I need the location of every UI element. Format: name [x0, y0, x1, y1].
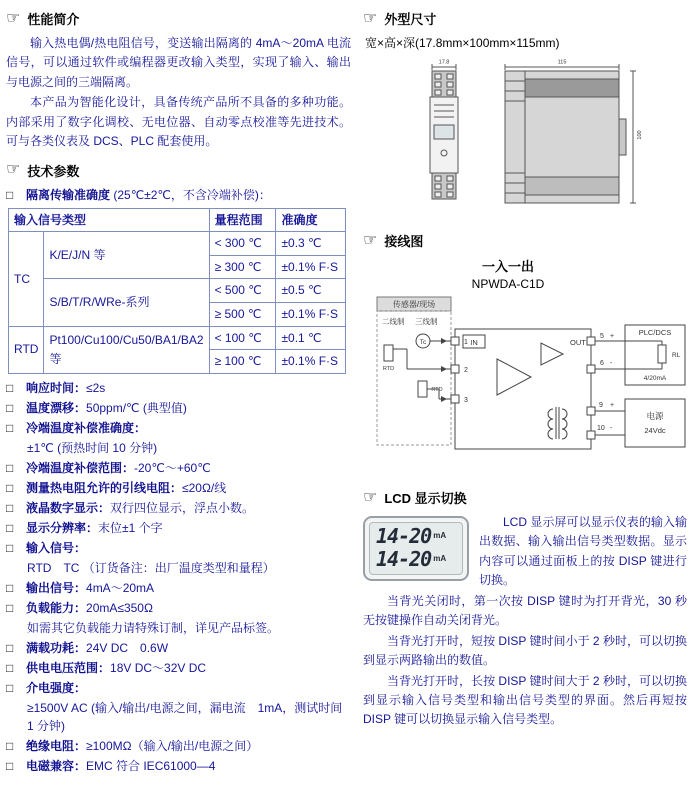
spec-item	[6, 599, 351, 617]
dimensions-title: 外型尺寸	[384, 12, 437, 27]
lcd-row-1	[376, 525, 456, 548]
terminal-6-label: 6	[600, 360, 604, 367]
spec-item	[6, 757, 351, 775]
table-header-input-type: 输入信号类型	[9, 208, 210, 232]
spec-label: 温度漂移：	[26, 400, 87, 415]
spec-label: 冷端温度补偿准确度：	[26, 420, 147, 435]
terminal-5-label: 5	[600, 333, 604, 340]
front-width-dim-label: 17.8	[438, 59, 450, 66]
lcd-screen	[369, 522, 463, 575]
plus-sign: +	[610, 402, 615, 409]
pointing-hand-icon: ☞	[363, 488, 378, 506]
checkbox-icon: □	[6, 520, 14, 535]
lcd-title: LCD 显示切换	[384, 491, 467, 506]
performance-paragraph-1: 输入热电偶/热电阻信号，变送输出隔离的 4mA～20mA 电流信号，可以通过软件或编程器更改输入类型，实现了输入、输出与电源之间的三端隔离。	[6, 36, 351, 89]
device-side-view-drawing	[495, 59, 643, 217]
spec-item	[6, 737, 351, 755]
spec-item	[6, 659, 351, 677]
checkbox-icon: □	[6, 460, 14, 475]
pointing-hand-icon: ☞	[363, 231, 378, 249]
section-heading-wiring	[363, 231, 687, 250]
section-heading-tech-params	[6, 161, 351, 180]
table-cell-type: K/E/J/N 等	[44, 232, 209, 279]
spec-value: ≥100MΩ（输入/输出/电源之间）	[86, 738, 259, 753]
spec-value: 50ppm/℃ (典型值)	[86, 400, 187, 415]
sensor-field-label: 传感器/现场	[392, 300, 436, 309]
load-resistor-label: RL	[672, 352, 681, 359]
power-label: 电源	[646, 411, 664, 421]
spec-continuation: ±1℃ (预热时间 10 分钟)	[27, 440, 158, 455]
checkbox-icon: □	[6, 187, 14, 202]
table-row	[9, 326, 346, 350]
terminal-3-label: 3	[464, 397, 468, 404]
rtd-two-wire-label: RTD	[382, 366, 395, 372]
terminal-9-label: 9	[599, 402, 603, 409]
spec-item	[6, 419, 351, 437]
left-column	[6, 6, 351, 777]
table-cell-range: ≥ 100 ℃	[209, 350, 276, 374]
checkbox-icon: □	[6, 738, 14, 753]
checkbox-icon: □	[6, 600, 14, 615]
section-heading-performance	[6, 9, 351, 28]
performance-paragraph-2: 本产品为智能化设计，具备传统产品所不具备的多种功能。内部采用了数字化调校、无电位器、自动零点校准等先进技术。可与各类仪表及 DCS、PLC 配套使用。	[6, 95, 351, 149]
checkbox-icon: □	[6, 500, 14, 515]
lcd-reading-1: 14-20	[376, 524, 432, 548]
table-cell-group-tc: TC	[9, 232, 44, 326]
lcd-display-image	[363, 516, 469, 581]
table-cell-accuracy: ±0.1% F·S	[276, 255, 346, 279]
terminal-1-label: 1	[464, 339, 468, 346]
spec-item-accuracy	[6, 186, 351, 204]
table-header-range: 量程范围	[209, 208, 276, 232]
lcd-reading-2: 14-20	[376, 547, 432, 571]
lcd-unit-2: mA	[433, 554, 447, 563]
spec-item	[6, 679, 351, 697]
dimensions-text: 宽×高×深(17.8mm×100mm×115mm)	[365, 36, 560, 50]
table-cell-accuracy: ±0.5 ℃	[276, 279, 346, 303]
rtd-three-wire-label: RTD	[431, 387, 443, 393]
spec-value: 18V DC～32V DC	[110, 660, 207, 675]
section-heading-lcd	[363, 488, 687, 507]
checkbox-icon: □	[6, 640, 14, 655]
plc-dcs-label: PLC/DCS	[638, 328, 672, 337]
spec-value: ≤2s	[86, 380, 106, 395]
checkbox-icon: □	[6, 680, 14, 695]
lcd-paragraph-2: 当背光关闭时，第一次按 DISP 键时为打开背光，30 秒无按键操作自动关闭背光。	[363, 593, 687, 628]
wiring-title: 接线图	[384, 234, 424, 249]
spec-item	[6, 499, 351, 517]
spec-item	[6, 519, 351, 537]
table-row	[9, 232, 346, 256]
table-cell-type: S/B/T/R/WRe-系列	[44, 279, 209, 326]
section-heading-dimensions	[363, 9, 687, 28]
table-cell-accuracy: ±0.3 ℃	[276, 232, 346, 256]
wiring-subtitle: 一入一出	[481, 259, 534, 274]
spec-item	[6, 539, 351, 557]
side-height-dim-label: 100	[637, 130, 643, 140]
spec-value: ≤20Ω/线	[182, 480, 227, 495]
minus-sign: -	[610, 360, 613, 367]
spec-label: 显示分辨率：	[26, 520, 99, 535]
performance-title: 性能简介	[27, 12, 80, 27]
spec-value: EMC 符合 IEC61000—4	[86, 758, 216, 773]
table-header-accuracy: 准确度	[276, 208, 346, 232]
table-cell-type: Pt100/Cu100/Cu50/BA1/BA2 等	[44, 326, 209, 373]
terminal-2-label: 2	[464, 367, 468, 374]
minus-sign: -	[610, 425, 613, 432]
pointing-hand-icon: ☞	[363, 9, 378, 27]
spec-label: 电磁兼容：	[26, 758, 87, 773]
lcd-section	[363, 513, 687, 731]
checkbox-icon: □	[6, 660, 14, 675]
right-column	[363, 6, 687, 777]
terminal-10-label: 10	[597, 425, 605, 432]
lcd-paragraph-1: LCD 显示屏可以显示仪表的输入输出数据、输入输出信号类型数据。显示内容可以通过面板上的按 DISP 键进行切换。	[479, 515, 687, 588]
tech-params-title: 技术参数	[27, 163, 80, 179]
spec-item	[6, 639, 351, 657]
pointing-hand-icon: ☞	[6, 161, 21, 179]
checkbox-icon: □	[6, 400, 14, 415]
table-cell-range: ≥ 500 ℃	[209, 303, 276, 327]
checkbox-icon: □	[6, 480, 14, 495]
table-cell-range: ≥ 300 ℃	[209, 255, 276, 279]
spec-item	[6, 459, 351, 477]
spec-value: -20℃～+60℃	[134, 460, 211, 475]
spec-label: 输入信号：	[26, 540, 87, 555]
spec-continuation: ≥1500V AC (输入/输出/电源之间，漏电流 1mA，测试时间 1 分钟)	[27, 700, 343, 733]
two-wire-label: 二线制	[382, 317, 405, 326]
spec-value: (25℃±2℃，不含冷端补偿)：	[110, 187, 271, 202]
lcd-paragraph-3: 当背光打开时，短按 DISP 键时间小于 2 秒时，可以切换到显示两路输出的数值。	[363, 633, 687, 668]
spec-item	[6, 579, 351, 597]
spec-item	[6, 379, 351, 397]
tc-label: Tc	[419, 339, 427, 346]
table-row	[9, 279, 346, 303]
accuracy-table	[8, 208, 346, 374]
checkbox-icon: □	[6, 580, 14, 595]
spec-label: 输出信号：	[26, 580, 87, 595]
table-cell-accuracy: ±0.1% F·S	[276, 350, 346, 374]
spec-label: 隔离传输准确度	[26, 187, 111, 202]
lcd-unit-1: mA	[433, 531, 447, 540]
table-cell-range: < 300 ℃	[209, 232, 276, 256]
spec-continuation: RTD TC （订货备注：出厂温度类型和量程）	[27, 560, 275, 575]
spec-value: 双行四位显示，浮点小数。	[110, 500, 255, 515]
table-cell-group-rtd: RTD	[9, 326, 44, 373]
wiring-model: NPWDA-C1D	[471, 277, 545, 291]
dimension-drawings	[421, 59, 687, 217]
wiring-subtitle-block	[393, 256, 623, 291]
table-cell-accuracy: ±0.1% F·S	[276, 303, 346, 327]
device-front-view-drawing	[421, 59, 467, 217]
lcd-paragraph-4: 当背光打开时，长按 DISP 键时间大于 2 秒时，可以切换到显示输入信号类型和输出信号类型的界面。然后再短按 DISP 键可以切换显示输入信号类型。	[363, 673, 687, 727]
checkbox-icon: □	[6, 420, 14, 435]
spec-label: 冷端温度补偿范围：	[26, 460, 135, 475]
spec-label: 响应时间：	[26, 380, 87, 395]
checkbox-icon: □	[6, 758, 14, 773]
spec-value: 末位±1 个字	[98, 520, 163, 535]
spec-label: 供电电压范围：	[26, 660, 111, 675]
spec-item	[6, 479, 351, 497]
spec-value: 4mA～20mA	[86, 580, 155, 595]
side-depth-dim-label: 115	[557, 59, 567, 66]
spec-label: 负载能力：	[26, 600, 87, 615]
power-voltage-label: 24Vdc	[644, 426, 666, 435]
wiring-diagram	[363, 295, 687, 463]
checkbox-icon: □	[6, 540, 14, 555]
checkbox-icon: □	[6, 380, 14, 395]
pointing-hand-icon: ☞	[6, 9, 21, 27]
spec-label: 满载功耗：	[26, 640, 87, 655]
spec-value: 20mA≤350Ω	[86, 600, 153, 615]
spec-value: 24V DC 0.6W	[86, 640, 169, 655]
out-label: OUT	[570, 338, 586, 347]
in-label: IN	[470, 338, 478, 347]
table-cell-range: < 100 ℃	[209, 326, 276, 350]
plus-sign: +	[610, 333, 615, 340]
table-cell-range: < 500 ℃	[209, 279, 276, 303]
table-cell-accuracy: ±0.1 ℃	[276, 326, 346, 350]
lcd-row-2	[376, 548, 456, 571]
output-signal-label: 4/20mA	[643, 375, 667, 382]
three-wire-label: 三线制	[415, 317, 438, 326]
table-header-row	[9, 208, 346, 232]
spec-label: 液晶数字显示：	[26, 500, 111, 515]
spec-label: 介电强度：	[26, 680, 87, 695]
spec-continuation: 如需其它负载能力请特殊订制，详见产品标签。	[27, 620, 280, 635]
spec-label: 测量热电阻允许的引线电阻：	[26, 480, 183, 495]
spec-item	[6, 399, 351, 417]
spec-label: 绝缘电阻：	[26, 738, 87, 753]
